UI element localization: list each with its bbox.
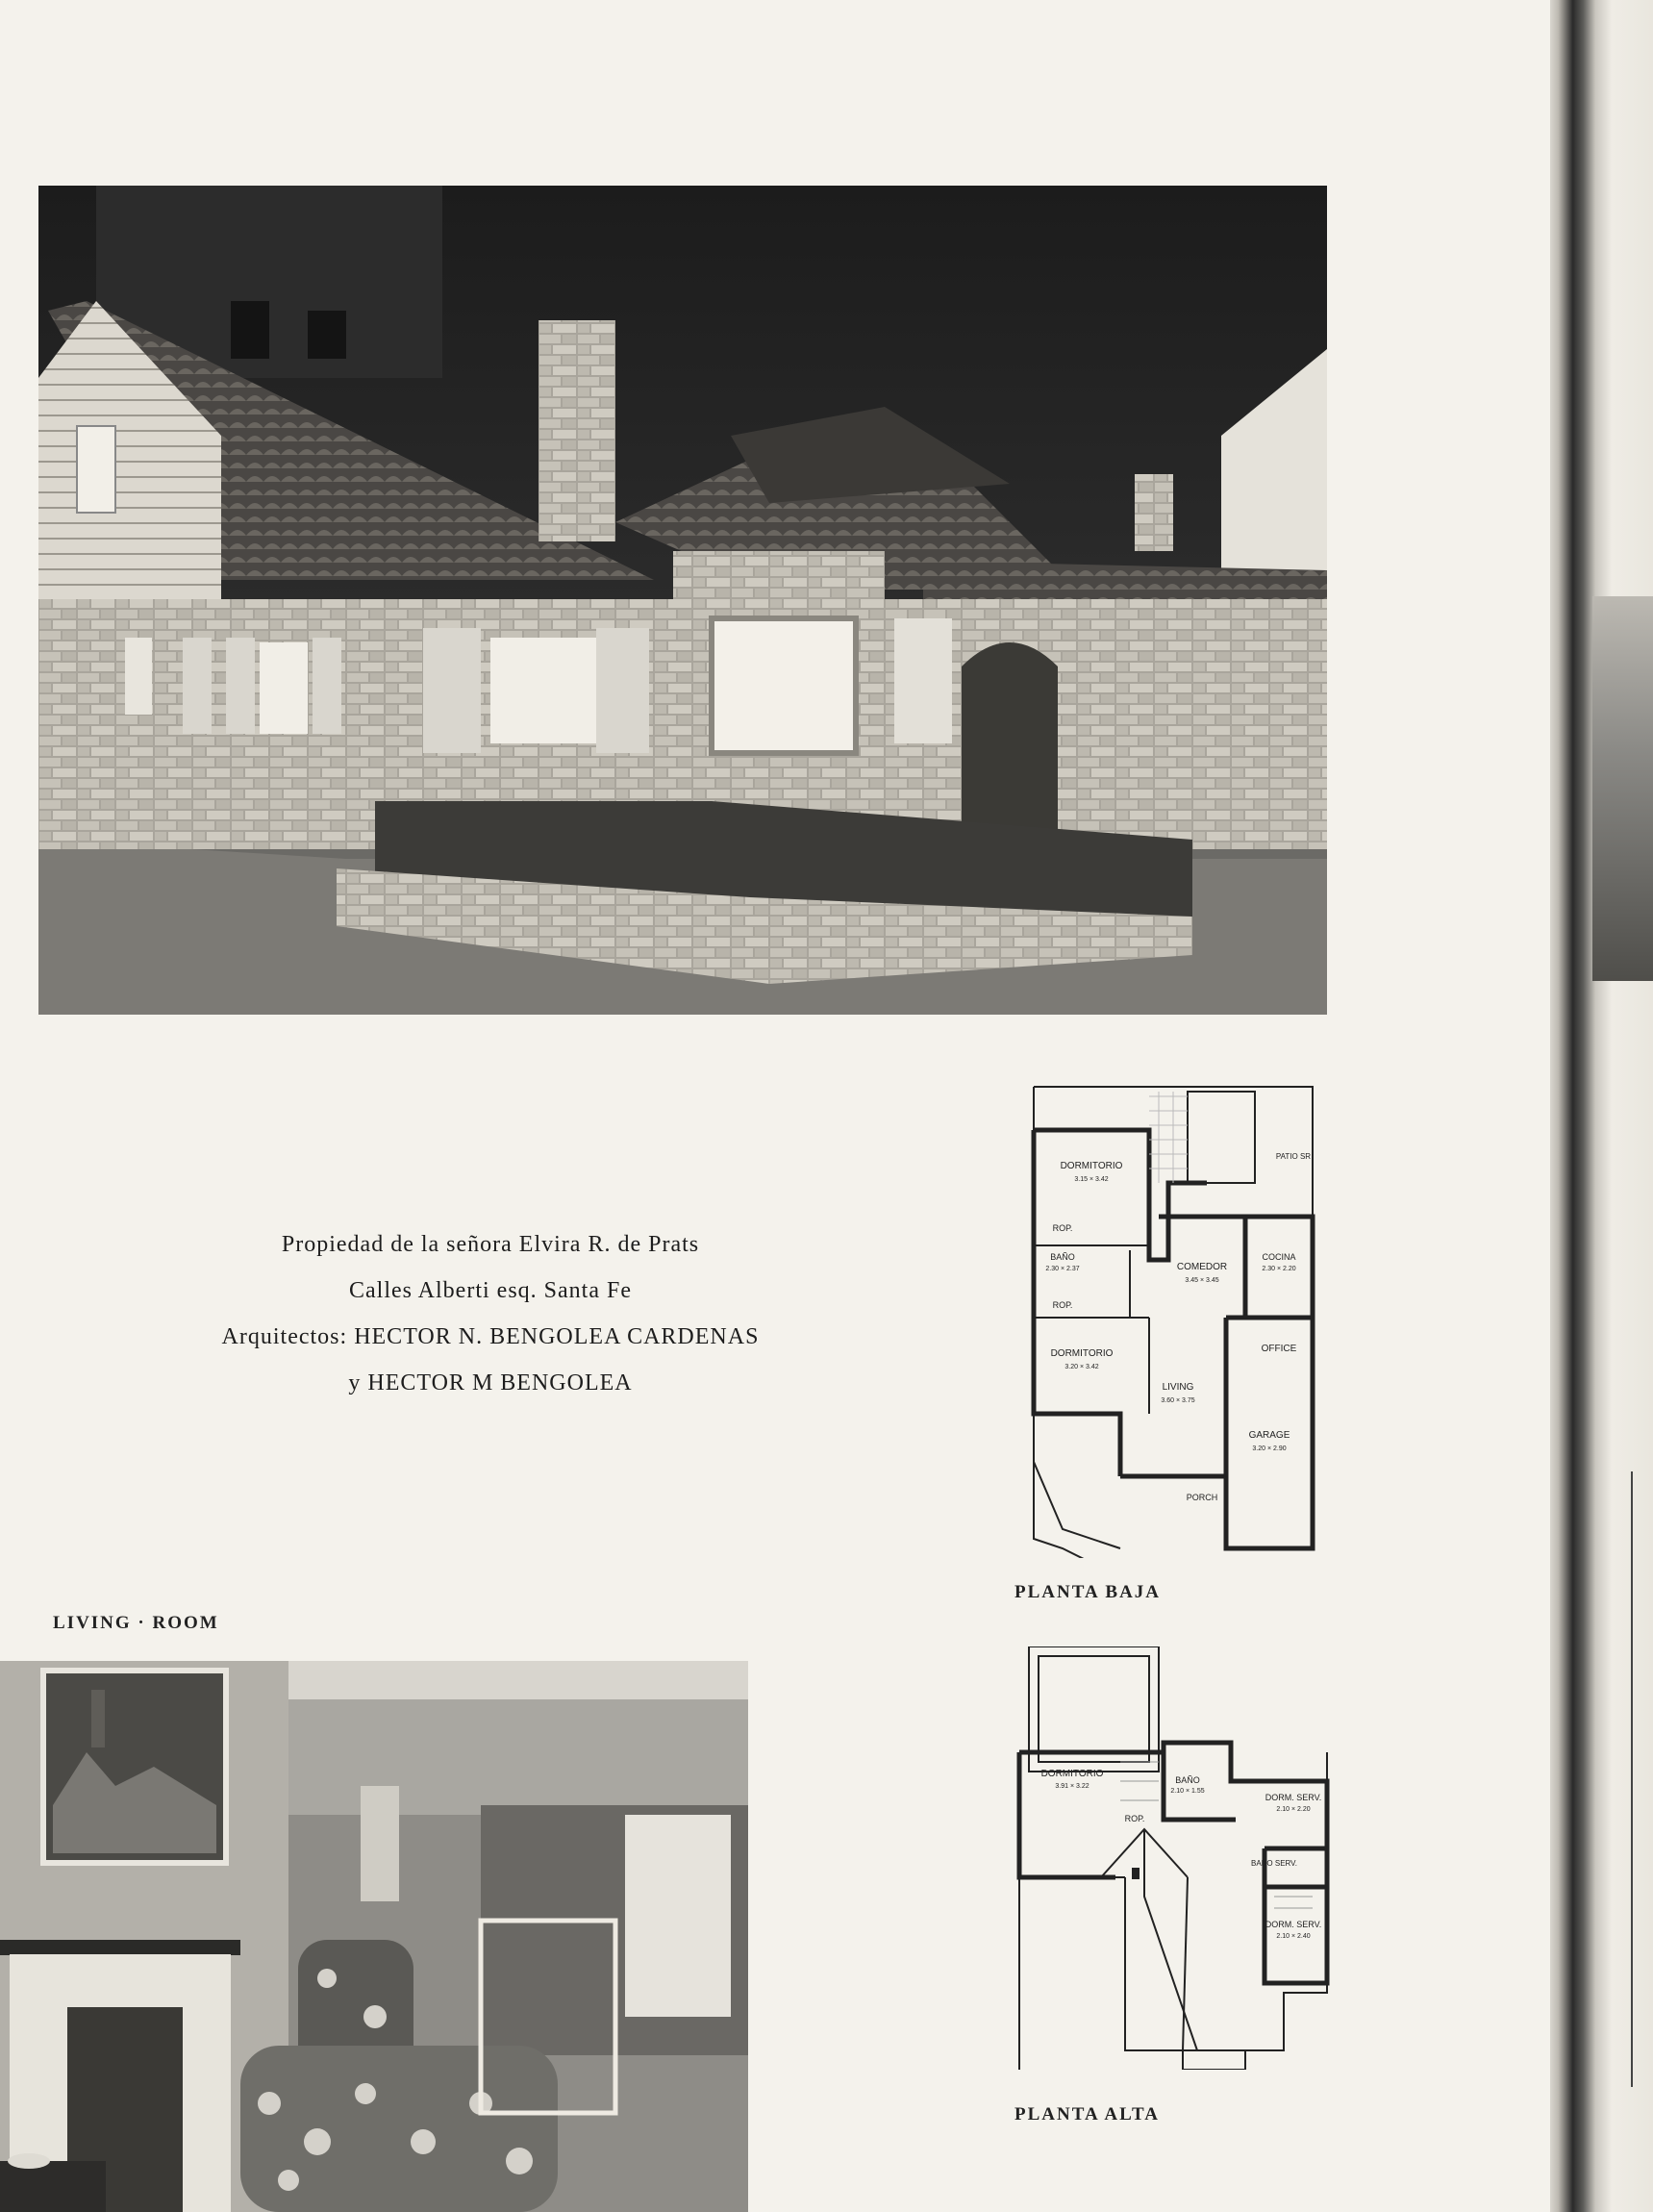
room-patio: PATIO SR [1275, 1152, 1312, 1161]
room-dormitorio-1: DORMITORIO [1060, 1161, 1123, 1171]
room-dormitorio-2: DORMITORIO [1050, 1348, 1114, 1359]
upper-room-bano: BAÑO [1175, 1775, 1200, 1785]
room-comedor: COMEDOR [1176, 1262, 1228, 1272]
living-room-photo [0, 1661, 748, 2212]
upper-room-dorm-serv-1-dim: 2.10 × 2.20 [1276, 1806, 1311, 1813]
upper-room-bano-dim: 2.10 × 1.55 [1170, 1788, 1205, 1795]
caption-address: Calles Alberti esq. Santa Fe [349, 1278, 632, 1303]
caption-owner: Propiedad de la señora Elvira R. de Prats [281, 1232, 700, 1257]
property-caption [154, 1221, 827, 1406]
house-exterior-photo [38, 186, 1327, 1015]
upper-room-dormitorio: DORMITORIO [1040, 1769, 1104, 1779]
upper-room-dorm-serv-1: DORM. SERV. [1265, 1793, 1322, 1802]
room-rop-2: ROP. [1052, 1300, 1073, 1310]
caption-architects: Arquitectos: HECTOR N. BENGOLEA CARDENAS [221, 1324, 760, 1349]
upper-room-rop: ROP. [1124, 1814, 1145, 1823]
room-bano-dim: 2.30 × 2.37 [1045, 1266, 1080, 1272]
room-living: LIVING [1162, 1382, 1194, 1393]
room-cocina-dim: 2.30 × 2.20 [1262, 1266, 1296, 1272]
room-dormitorio-1-dim: 3.15 × 3.42 [1074, 1176, 1109, 1183]
planta-alta-title: PLANTA ALTA [1014, 2104, 1160, 2124]
room-garage: GARAGE [1248, 1430, 1290, 1441]
adjacent-page-plan-fragment [1631, 1471, 1653, 2087]
adjacent-page-photo-fragment [1592, 596, 1653, 981]
upper-room-dorm-serv-2: DORM. SERV. [1265, 1920, 1322, 1929]
room-cocina: COCINA [1262, 1252, 1296, 1262]
upper-room-dorm-serv-2-dim: 2.10 × 2.40 [1276, 1933, 1311, 1940]
room-comedor-dim: 3.45 × 3.45 [1185, 1277, 1219, 1284]
room-rop-1: ROP. [1052, 1223, 1073, 1233]
room-office: OFFICE [1261, 1344, 1297, 1354]
room-living-dim: 3.60 × 3.75 [1161, 1397, 1195, 1404]
room-dormitorio-2-dim: 3.20 × 3.42 [1064, 1364, 1099, 1370]
caption-architects-cont: y HECTOR M BENGOLEA [348, 1370, 633, 1395]
upper-room-dormitorio-dim: 3.91 × 3.22 [1055, 1783, 1089, 1790]
room-bano: BAÑO [1050, 1252, 1075, 1262]
room-porch: PORCH [1186, 1493, 1218, 1502]
planta-baja-title: PLANTA BAJA [1014, 1582, 1162, 1602]
floor-plan-upper [1005, 1646, 1332, 2074]
upper-room-bano-serv: BAÑO SERV. [1250, 1859, 1298, 1868]
floor-plan-ground [1024, 1077, 1332, 1563]
room-garage-dim: 3.20 × 2.90 [1252, 1445, 1287, 1452]
living-room-label: LIVING · ROOM [53, 1613, 219, 1633]
